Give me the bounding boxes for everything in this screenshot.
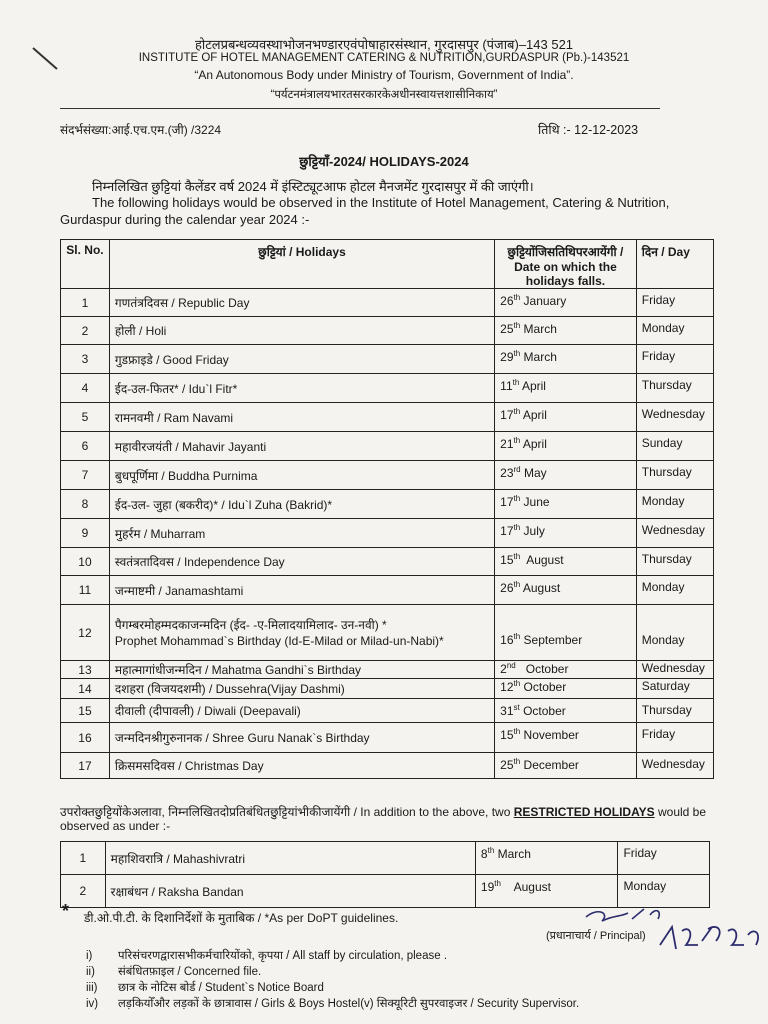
restricted-holidays-table <box>60 841 710 908</box>
date-day: 29 <box>500 350 514 364</box>
date-day: 15 <box>500 728 514 742</box>
row-sl-no: 4 <box>61 374 110 403</box>
date-month: August <box>520 581 561 595</box>
date-month: August <box>500 880 551 894</box>
row-day: Saturday <box>636 679 713 699</box>
row-holiday: ईद-उल- जुहा (बकरीद)* / Idu`l Zuha (Bakrid)* <box>109 490 494 519</box>
holidays-table <box>60 239 714 779</box>
date-suffix: th <box>513 632 521 641</box>
row-holiday: मुहर्रम / Muharram <box>109 519 494 548</box>
row-day: Monday <box>618 875 710 908</box>
date-suffix: th <box>513 727 521 736</box>
date-day: 15 <box>500 553 514 567</box>
table-row <box>61 374 714 403</box>
row-day: Friday <box>636 723 713 753</box>
row-holiday: रक्षाबंधन / Raksha Bandan <box>105 875 475 908</box>
row-day: Monday <box>636 605 713 661</box>
date-suffix: th <box>494 879 501 888</box>
date-suffix: th <box>513 757 521 766</box>
date-month: October <box>515 662 569 676</box>
row-day: Monday <box>636 576 713 605</box>
row-holiday: जन्मदिनश्रीगुरुनानक / Shree Guru Nanak`s Birthday <box>109 723 494 753</box>
table-row <box>61 679 714 699</box>
table-row <box>61 519 714 548</box>
restricted-holidays-label: RESTRICTED HOLIDAYS <box>513 805 655 819</box>
date-day: 26 <box>500 581 514 595</box>
header-divider <box>60 108 660 109</box>
row-day: Sunday <box>636 432 713 461</box>
table-row <box>61 403 714 432</box>
row-holiday: गणतंत्रदिवस / Republic Day <box>109 289 494 317</box>
row-date <box>495 679 637 699</box>
row-holiday: दशहरा (विजयदशमी) / Dussehra(Vijay Dashmi) <box>109 679 494 699</box>
date-month: March <box>494 847 531 861</box>
distribution-item: ii) संबंधितफ़ाइल / Concerned file. <box>86 966 262 978</box>
row-sl-no: 12 <box>61 605 110 661</box>
row-holiday: रामनवमी / Ram Navami <box>109 403 494 432</box>
row-day: Thursday <box>636 374 713 403</box>
row-sl-no: 10 <box>61 548 110 576</box>
table-row <box>61 490 714 519</box>
table-row <box>61 699 714 723</box>
distribution-item: iii) छात्र के नोटिस बोर्ड / Student`s Notice Board <box>86 982 324 994</box>
additional-note: उपरोक्तछुट्टियोंकेअलावा, निम्नलिखितदोप्रतिबंधितछुट्टियांभीकीजायेंगी / In addition to the above, two RESTRICTED HOLIDAYS would be observed as under :- <box>60 805 707 833</box>
date-suffix: th <box>513 679 521 688</box>
row-sl-no: 13 <box>61 661 110 679</box>
date-day: 8 <box>480 847 488 861</box>
date-suffix: th <box>513 523 521 532</box>
date-suffix: th <box>513 436 521 445</box>
date-month: May <box>520 466 547 480</box>
row-date <box>495 289 637 317</box>
restricted-row <box>61 875 710 908</box>
row-date <box>495 699 637 723</box>
date-suffix: st <box>513 703 520 712</box>
date-day: 17 <box>500 408 514 422</box>
row-sl-no: 17 <box>61 753 110 779</box>
date-day: 25 <box>500 322 514 336</box>
date-month: April <box>520 408 547 422</box>
table-row <box>61 661 714 679</box>
row-holiday: जन्माष्टमी / Janamashtami <box>109 576 494 605</box>
row-day: Thursday <box>636 699 713 723</box>
date-day: 17 <box>500 524 514 538</box>
date-suffix: th <box>513 552 521 561</box>
date-month: September <box>520 633 583 647</box>
institute-name-hindi: होटलप्रबन्धव्यवस्थाभोजनभण्डारएवंपोषाहारसंस्थान, गुरदासपुर (पंजाब)–143 521 <box>194 37 574 52</box>
row-day: Friday <box>636 289 713 317</box>
row-sl-no: 16 <box>61 723 110 753</box>
row-sl-no: 9 <box>61 519 110 548</box>
row-date <box>495 661 637 679</box>
row-day: Monday <box>636 317 713 345</box>
date-day: 11 <box>500 379 513 393</box>
intro-english: The following holidays would be observed in the Institute of Hotel Management, Catering & Nutrition, Gurdaspur during the calendar year 2024 :- <box>60 195 670 227</box>
autonomous-body-line: “An Autonomous Body under Ministry of Tourism, Government of India”. <box>194 68 574 82</box>
date-suffix: th <box>512 378 520 387</box>
table-row <box>61 345 714 374</box>
row-date <box>475 842 618 875</box>
row-date <box>495 345 637 374</box>
row-day: Monday <box>636 490 713 519</box>
header-day: दिन / Day <box>636 240 713 289</box>
row-date <box>495 374 637 403</box>
document-title: छुट्टियाँ-2024/ HOLIDAYS-2024 <box>299 154 469 169</box>
date-month: October <box>520 680 567 694</box>
row-date <box>495 317 637 345</box>
table-row <box>61 723 714 753</box>
row-date <box>475 875 618 908</box>
date-day: 26 <box>500 294 514 308</box>
reference-number: संदर्भसंख्या:आई.एच.एम.(जी) /3224 <box>60 123 222 137</box>
table-row <box>61 289 714 317</box>
row-day: Wednesday <box>636 661 713 679</box>
date-suffix: th <box>513 349 521 358</box>
row-date <box>495 519 637 548</box>
row-sl-no: 6 <box>61 432 110 461</box>
header-holidays: छुट्टियां / Holidays <box>109 240 494 289</box>
date-suffix: rd <box>513 465 521 474</box>
date-day: 25 <box>500 758 514 772</box>
autonomous-body-hindi: “पर्यटनमंत्रालयभारतसरकारकेअधीनस्वायत्तशासीनिकाय” <box>270 89 498 101</box>
document-date: तिथि :- 12-12-2023 <box>538 123 639 137</box>
row-sl-no: 1 <box>61 289 110 317</box>
date-day: 17 <box>500 495 514 509</box>
table-row <box>61 548 714 576</box>
date-month: November <box>520 728 579 742</box>
row-holiday: गुडफ्राइडे / Good Friday <box>109 345 494 374</box>
table-row <box>61 576 714 605</box>
row-date <box>495 753 637 779</box>
date-day: 21 <box>500 437 514 451</box>
row-sl-no: 2 <box>61 317 110 345</box>
date-day: 16 <box>500 633 514 647</box>
row-holiday: होली / Holi <box>109 317 494 345</box>
row-sl-no: 2 <box>61 875 106 908</box>
row-holiday-english: Prophet Mohammad`s Birthday (Id-E-Milad or Milad-un-Nabi)* <box>114 633 444 648</box>
restricted-row <box>61 842 710 875</box>
intro-hindi: निम्नलिखित छुट्टियां कैलेंडर वर्ष 2024 में इंस्टिट्यूटआफ होटल मैनजमेंट गुरदासपुर में की जाएंगी। <box>92 179 534 194</box>
row-holiday: दीवाली (दीपावली) / Diwali (Deepavali) <box>109 699 494 723</box>
table-row <box>61 432 714 461</box>
date-month: July <box>520 524 545 538</box>
row-day: Thursday <box>636 548 713 576</box>
date-suffix: th <box>487 846 495 855</box>
row-holiday: बुधपूर्णिमा / Buddha Purnima <box>109 461 494 490</box>
distribution-item: i) परिसंचरणद्वारासभीकर्मचारियोंको, कृपया / All staff by circulation, please . <box>86 950 448 962</box>
row-sl-no: 15 <box>61 699 110 723</box>
table-row <box>61 753 714 779</box>
row-date <box>495 548 637 576</box>
row-day: Wednesday <box>636 753 713 779</box>
row-date <box>495 490 637 519</box>
date-suffix: th <box>513 580 521 589</box>
date-day: 23 <box>500 466 514 480</box>
date-month: June <box>520 495 550 509</box>
date-day: 31 <box>500 704 514 718</box>
row-date <box>495 605 637 661</box>
row-holiday: महात्मागांधीजन्मदिन / Mahatma Gandhi`s Birthday <box>109 661 494 679</box>
date-suffix: nd <box>506 661 516 670</box>
row-day: Friday <box>618 842 710 875</box>
row-holiday: क्रिसमसदिवस / Christmas Day <box>109 753 494 779</box>
date-suffix: th <box>513 321 521 330</box>
row-holiday: महावीरजयंती / Mahavir Jayanti <box>109 432 494 461</box>
row-sl-no: 7 <box>61 461 110 490</box>
footnote-star: * <box>62 901 70 921</box>
header-sl-no: Sl. No. <box>61 240 110 289</box>
row-holiday <box>109 605 494 661</box>
row-holiday: ईद-उल-फितर* / Idu`l Fitr* <box>109 374 494 403</box>
row-sl-no: 11 <box>61 576 110 605</box>
row-date <box>495 403 637 432</box>
date-month: August <box>520 553 564 567</box>
date-month: March <box>520 350 557 364</box>
date-month: March <box>520 322 557 336</box>
table-row <box>61 317 714 345</box>
distribution-item: iv) लड़कियोँऔर लड़कों के छात्रावास / Girls & Boys Hostel(v) सिक्यूरिटी सुपरवाइजर / Security Supervisor. <box>86 998 580 1010</box>
table-row <box>61 461 714 490</box>
row-holiday-hindi: पैगम्बरमोहम्मदकाजन्मदिन (ईद- -ए-मिलादयामिलाद- उन-नवी) * <box>114 617 387 632</box>
row-day: Friday <box>636 345 713 374</box>
row-holiday: महाशिवरात्रि / Mahashivratri <box>105 842 475 875</box>
row-day: Thursday <box>636 461 713 490</box>
row-date <box>495 723 637 753</box>
row-sl-no: 14 <box>61 679 110 699</box>
row-sl-no: 1 <box>61 842 106 875</box>
row-day: Wednesday <box>636 403 713 432</box>
date-month: April <box>519 379 546 393</box>
row-sl-no: 8 <box>61 490 110 519</box>
row-sl-no: 5 <box>61 403 110 432</box>
date-suffix: th <box>513 407 521 416</box>
date-suffix: th <box>513 494 521 503</box>
row-date <box>495 576 637 605</box>
row-holiday: स्वतंत्रतादिवस / Independence Day <box>109 548 494 576</box>
date-month: January <box>520 294 567 308</box>
date-month: April <box>520 437 547 451</box>
table-row <box>61 605 714 661</box>
institute-name-english: INSTITUTE OF HOTEL MANAGEMENT CATERING & NUTRITION,GURDASPUR (Pb.)-143521 <box>138 52 630 64</box>
row-date <box>495 461 637 490</box>
date-suffix: th <box>513 293 521 302</box>
date-day: 19 <box>480 880 495 894</box>
date-day: 12 <box>500 680 514 694</box>
date-month: October <box>519 704 566 718</box>
signature-label: (प्रधानाचार्य / Principal) <box>546 930 646 942</box>
date-month: December <box>520 758 579 772</box>
row-sl-no: 3 <box>61 345 110 374</box>
footnote: डी.ओ.पी.टी. के दिशानिर्देशों के मुताबिक / *As per DoPT guidelines. <box>84 911 399 925</box>
header-date: छुट्टियोंजिसतिथिपरआयेंगी / Date on which the holidays falls. <box>495 240 637 289</box>
row-day: Wednesday <box>636 519 713 548</box>
row-date <box>495 432 637 461</box>
date-day: 2 <box>500 662 507 676</box>
